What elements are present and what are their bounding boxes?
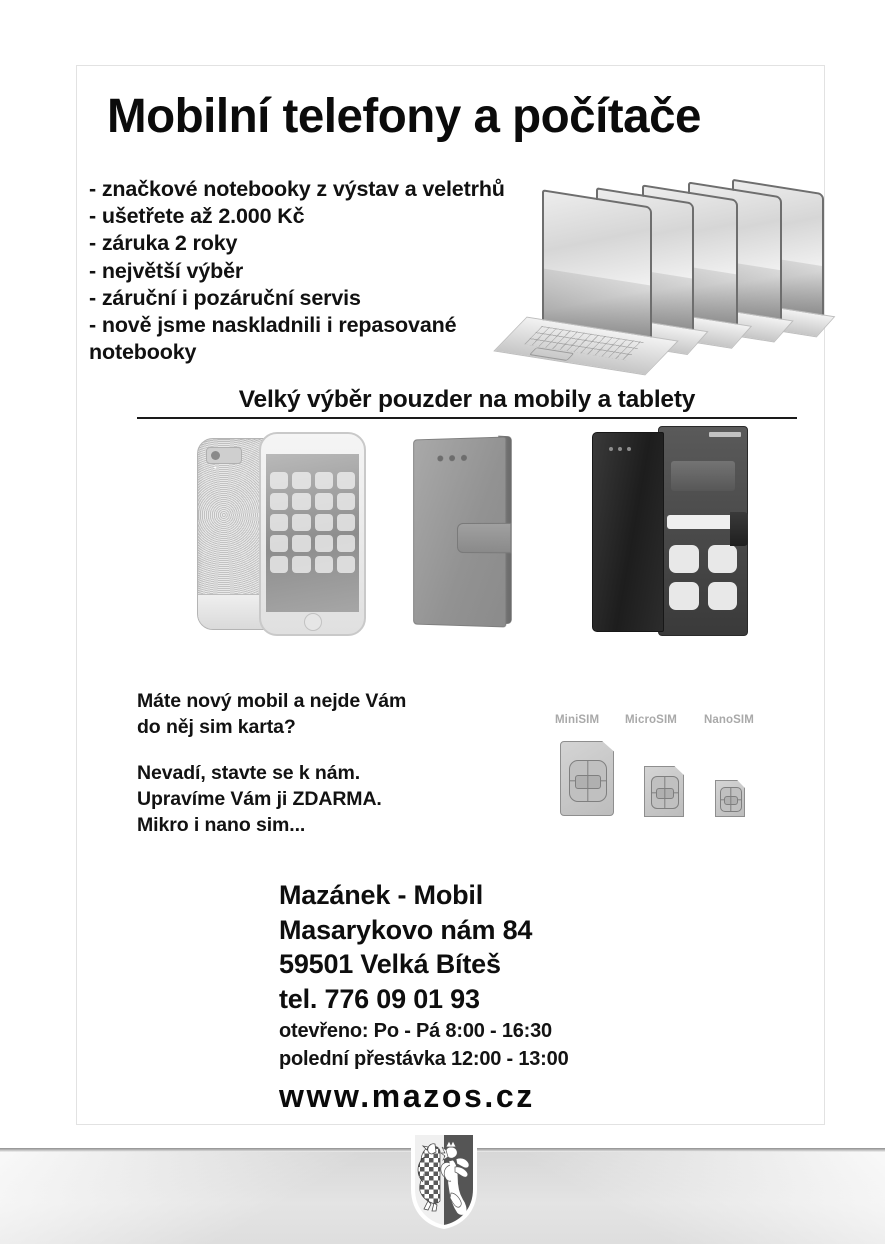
city-address: 59501 Velká Bíteš bbox=[279, 949, 501, 980]
phone-screen bbox=[266, 454, 359, 612]
sim-chip-icon bbox=[720, 787, 742, 812]
opening-hours: otevřeno: Po - Pá 8:00 - 16:30 bbox=[279, 1020, 552, 1043]
spacer bbox=[137, 741, 406, 761]
cases-heading: Velký výběr pouzder na mobily a tablety bbox=[137, 386, 797, 419]
clock-widget bbox=[671, 461, 735, 491]
app-icon-grid bbox=[270, 472, 355, 608]
sim-answer-line: Mikro i nano sim... bbox=[137, 813, 306, 836]
micro-sim-icon bbox=[644, 766, 684, 817]
feature-list bbox=[89, 176, 559, 366]
feature-item: - záruka 2 roky bbox=[89, 231, 238, 256]
feature-item: - nově jsme naskladnili i repasované notebooky bbox=[89, 312, 457, 365]
velka-bites-coat-of-arms-icon bbox=[411, 1131, 477, 1229]
sim-answer-line: Nevadí, stavte se k nám. bbox=[137, 761, 361, 784]
sim-sizes-graphic bbox=[552, 714, 772, 819]
footer-sheen-right bbox=[443, 1152, 885, 1244]
feature-item: - záruční i pozáruční servis bbox=[89, 285, 361, 310]
feature-item: - značkové notebooky z výstav a veletrhů bbox=[89, 177, 505, 201]
sim-label-mini: MiniSIM bbox=[555, 714, 600, 726]
search-bar bbox=[667, 515, 739, 529]
sim-chip-icon bbox=[651, 776, 679, 809]
sim-answer-line: Upravíme Vám ji ZDARMA. bbox=[137, 787, 382, 810]
sim-question-line: Máte nový mobil a nejde Vám bbox=[137, 690, 407, 712]
status-bar bbox=[709, 432, 741, 437]
mini-sim-icon bbox=[560, 741, 614, 816]
page-title: Mobilní telefony a počítače bbox=[107, 90, 701, 143]
laptops-photo bbox=[492, 184, 827, 369]
case-clasp bbox=[457, 523, 511, 554]
grey-wallet-case-photo bbox=[412, 434, 522, 630]
case-flap bbox=[592, 432, 664, 632]
nano-sim-icon bbox=[715, 780, 745, 817]
sim-label-nano: NanoSIM bbox=[704, 714, 754, 726]
glitter-phone-case-photo bbox=[197, 432, 362, 632]
phone-front bbox=[259, 432, 366, 636]
contact-block bbox=[279, 878, 749, 1115]
feature-item: - ušetřete až 2.000 Kč bbox=[89, 204, 305, 229]
street-address: Masarykovo nám 84 bbox=[279, 914, 533, 945]
poster-sheet bbox=[76, 65, 825, 1125]
home-button-icon bbox=[304, 613, 322, 631]
sim-size-labels bbox=[552, 714, 772, 732]
sim-info-text bbox=[137, 689, 406, 839]
business-name: Mazánek - Mobil bbox=[279, 880, 484, 910]
black-flip-case-photo bbox=[592, 426, 747, 636]
cases-photo-row bbox=[167, 424, 767, 639]
speaker-dots-icon bbox=[437, 455, 467, 462]
case-magnet-tab bbox=[730, 512, 748, 546]
speaker-dots-icon bbox=[609, 447, 631, 451]
website-url[interactable]: www.mazos.cz bbox=[279, 1078, 535, 1115]
sim-label-micro: MicroSIM bbox=[625, 714, 677, 726]
feature-item: - největší výběr bbox=[89, 258, 244, 283]
phone-number[interactable]: tel. 776 09 01 93 bbox=[279, 983, 480, 1014]
app-icon-grid bbox=[669, 545, 737, 613]
lunch-break: polední přestávka 12:00 - 13:00 bbox=[279, 1048, 569, 1071]
footer-sheen-left bbox=[0, 1152, 443, 1244]
case-cover bbox=[413, 437, 506, 628]
sim-chip-icon bbox=[569, 760, 607, 802]
sim-question-line: do něj sim karta? bbox=[137, 715, 296, 738]
camera-icon bbox=[206, 447, 242, 464]
